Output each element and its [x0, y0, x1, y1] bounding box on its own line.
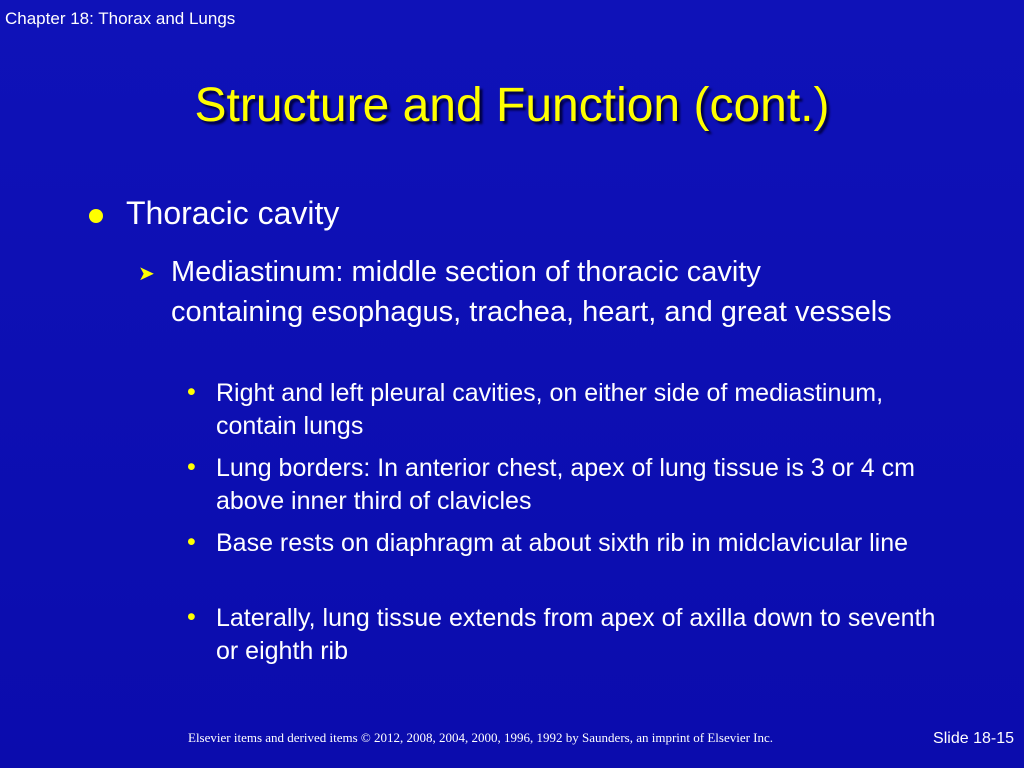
- bullet-level3: [187, 527, 947, 560]
- chapter-header: Chapter 18: Thorax and Lungs: [5, 9, 236, 28]
- bullet-level3-text: Right and left pleural cavities, on either side of mediastinum, contain lungs: [216, 379, 884, 440]
- bullet-level3-text: Laterally, lung tissue extends from apex of axilla down to seventh or eighth rib: [216, 604, 936, 665]
- dot-bullet-icon: •: [187, 528, 196, 556]
- bullet-level3: [187, 377, 947, 443]
- dot-bullet-icon: •: [187, 378, 196, 406]
- slide-number: Slide 18-15: [933, 730, 1014, 747]
- slide-title: Structure and Function (cont.): [194, 79, 830, 132]
- bullet-level2: [138, 252, 898, 332]
- bullet-level3-text: Base rests on diaphragm at about sixth rib in midclavicular line: [216, 529, 909, 557]
- arrow-bullet-icon: ➤: [138, 263, 155, 285]
- bullet-level3: [187, 602, 947, 668]
- bullet-level2-text: Mediastinum: middle section of thoracic cavity containing esophagus, trachea, heart, and great vessels: [171, 256, 892, 328]
- dot-bullet-icon: •: [187, 603, 196, 631]
- round-bullet-icon: [89, 209, 103, 223]
- copyright-footer: Elsevier items and derived items © 2012, 2008, 2004, 2000, 1996, 1992 by Saunders, an imprint of Elsevier Inc.: [188, 730, 774, 745]
- bullet-level3: [187, 452, 947, 518]
- bullet-level3-text: Lung borders: In anterior chest, apex of lung tissue is 3 or 4 cm above inner third of clavicles: [216, 454, 915, 515]
- dot-bullet-icon: •: [187, 453, 196, 481]
- bullet-level1-text: Thoracic cavity: [126, 195, 340, 231]
